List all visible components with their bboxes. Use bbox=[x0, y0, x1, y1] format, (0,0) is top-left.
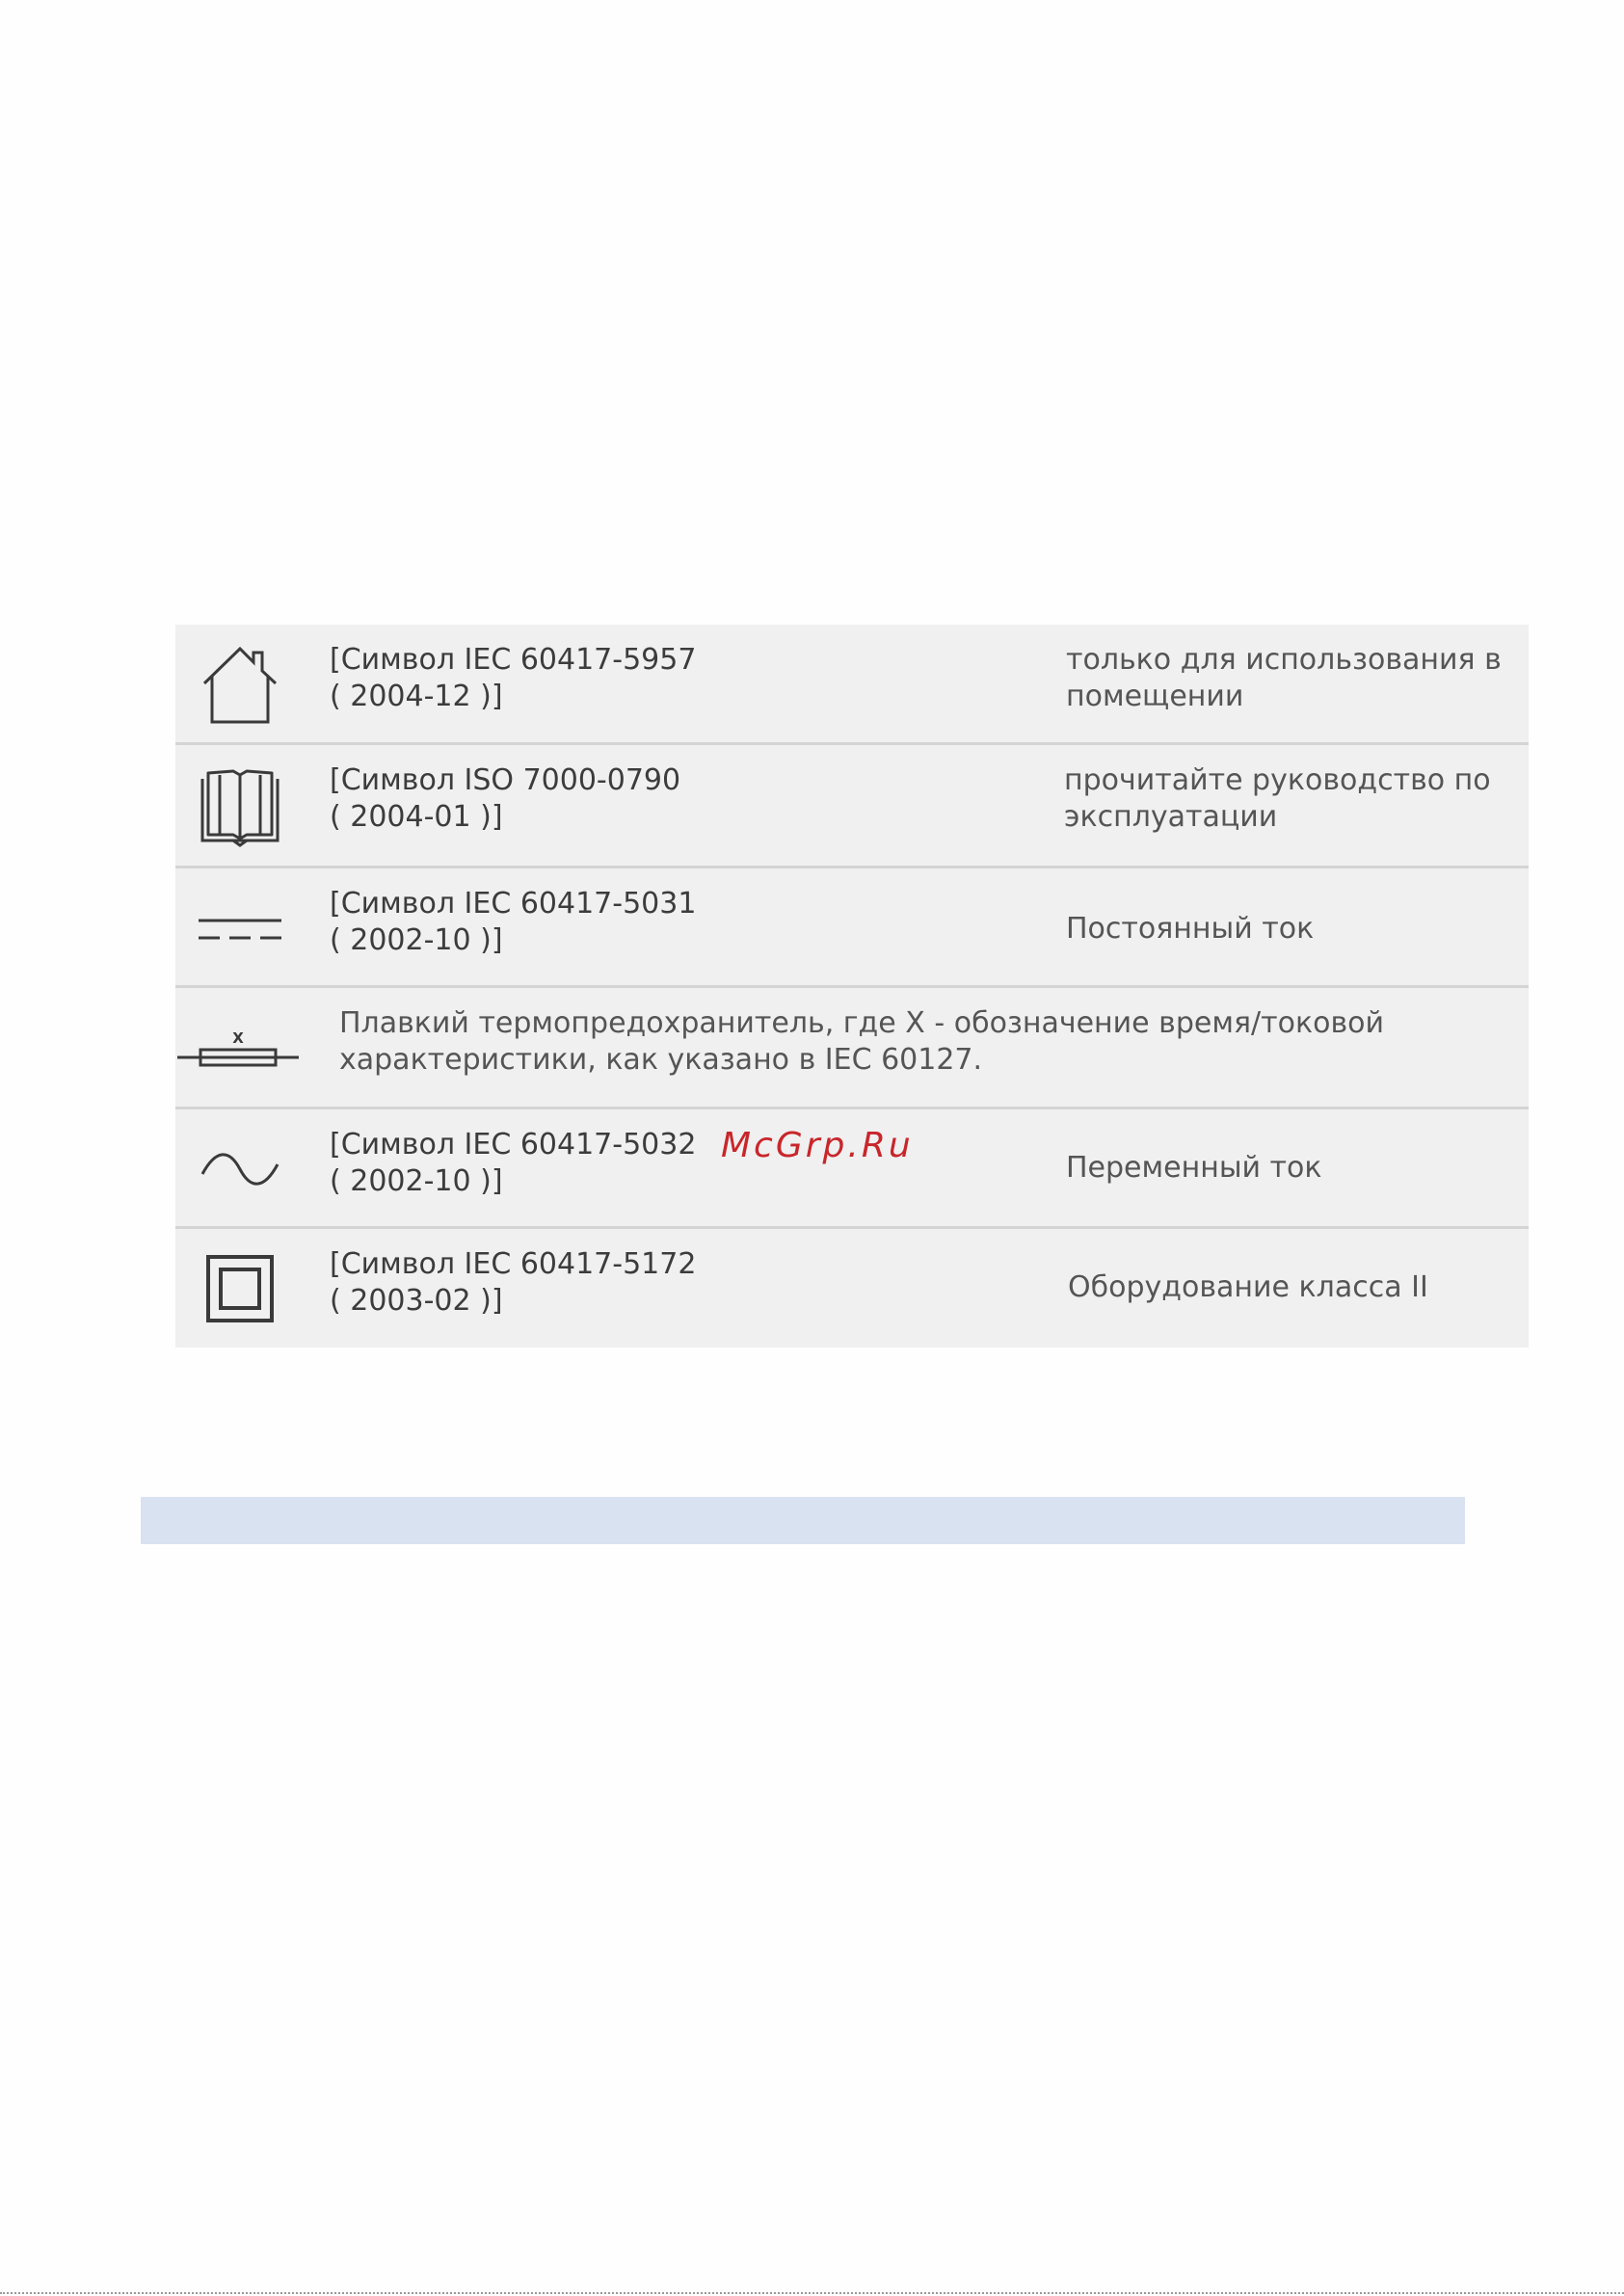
symbol-code-line2: ( 2004-01 )] bbox=[330, 800, 503, 834]
symbol-code bbox=[330, 1246, 773, 1320]
symbol-description: Оборудование класса II bbox=[1068, 1270, 1428, 1304]
symbol-code-line1: [Символ IEC 60417-5032 bbox=[330, 1128, 697, 1161]
symbol-code-line2: ( 2004-12 )] bbox=[330, 680, 503, 713]
symbol-code bbox=[330, 762, 773, 836]
symbol-description: только для использования в помещении bbox=[1066, 643, 1502, 713]
symbol-description: прочитайте руководство по эксплуатации bbox=[1064, 763, 1491, 834]
watermark: McGrp.Ru bbox=[721, 1126, 914, 1165]
fuse-mark: X bbox=[232, 1029, 244, 1047]
symbol-description: Постоянный ток bbox=[1066, 912, 1315, 946]
class-ii-equipment-icon bbox=[193, 1241, 287, 1336]
symbol-row-direct-current bbox=[175, 868, 1529, 987]
highlight-bar bbox=[141, 1497, 1465, 1544]
symbol-code-line1: [Символ ISO 7000-0790 bbox=[330, 763, 681, 797]
alternating-current-icon bbox=[193, 1122, 287, 1216]
symbol-code-line1: [Символ IEC 60417-5031 bbox=[330, 887, 697, 921]
thermal-fuse-note: Плавкий термопредохранитель, где X - обозначение время/токовой характеристики, как указано в IEC 60127. bbox=[339, 1006, 1384, 1077]
symbol-code bbox=[330, 642, 773, 715]
direct-current-icon bbox=[193, 881, 287, 975]
symbol-code bbox=[330, 1127, 773, 1200]
symbol-code-line2: ( 2002-10 )] bbox=[330, 923, 503, 957]
symbol-code-line2: ( 2002-10 )] bbox=[330, 1164, 503, 1198]
symbol-row-read-manual bbox=[175, 745, 1529, 864]
symbol-code-line2: ( 2003-02 )] bbox=[330, 1284, 503, 1318]
symbol-code-line1: [Символ IEC 60417-5957 bbox=[330, 643, 697, 677]
symbol-row-indoor-use bbox=[175, 625, 1529, 743]
house-icon bbox=[193, 637, 287, 732]
symbol-description: Переменный ток bbox=[1066, 1151, 1322, 1185]
book-icon bbox=[193, 758, 287, 852]
thermal-fuse-icon bbox=[175, 1001, 301, 1095]
symbol-row-thermal-fuse bbox=[175, 988, 1529, 1107]
symbol-code-line1: [Символ IEC 60417-5172 bbox=[330, 1247, 697, 1281]
symbol-code bbox=[330, 886, 773, 959]
symbol-table bbox=[175, 625, 1529, 1348]
bottom-rule bbox=[0, 2292, 1624, 2294]
symbol-row-class-ii bbox=[175, 1229, 1529, 1348]
